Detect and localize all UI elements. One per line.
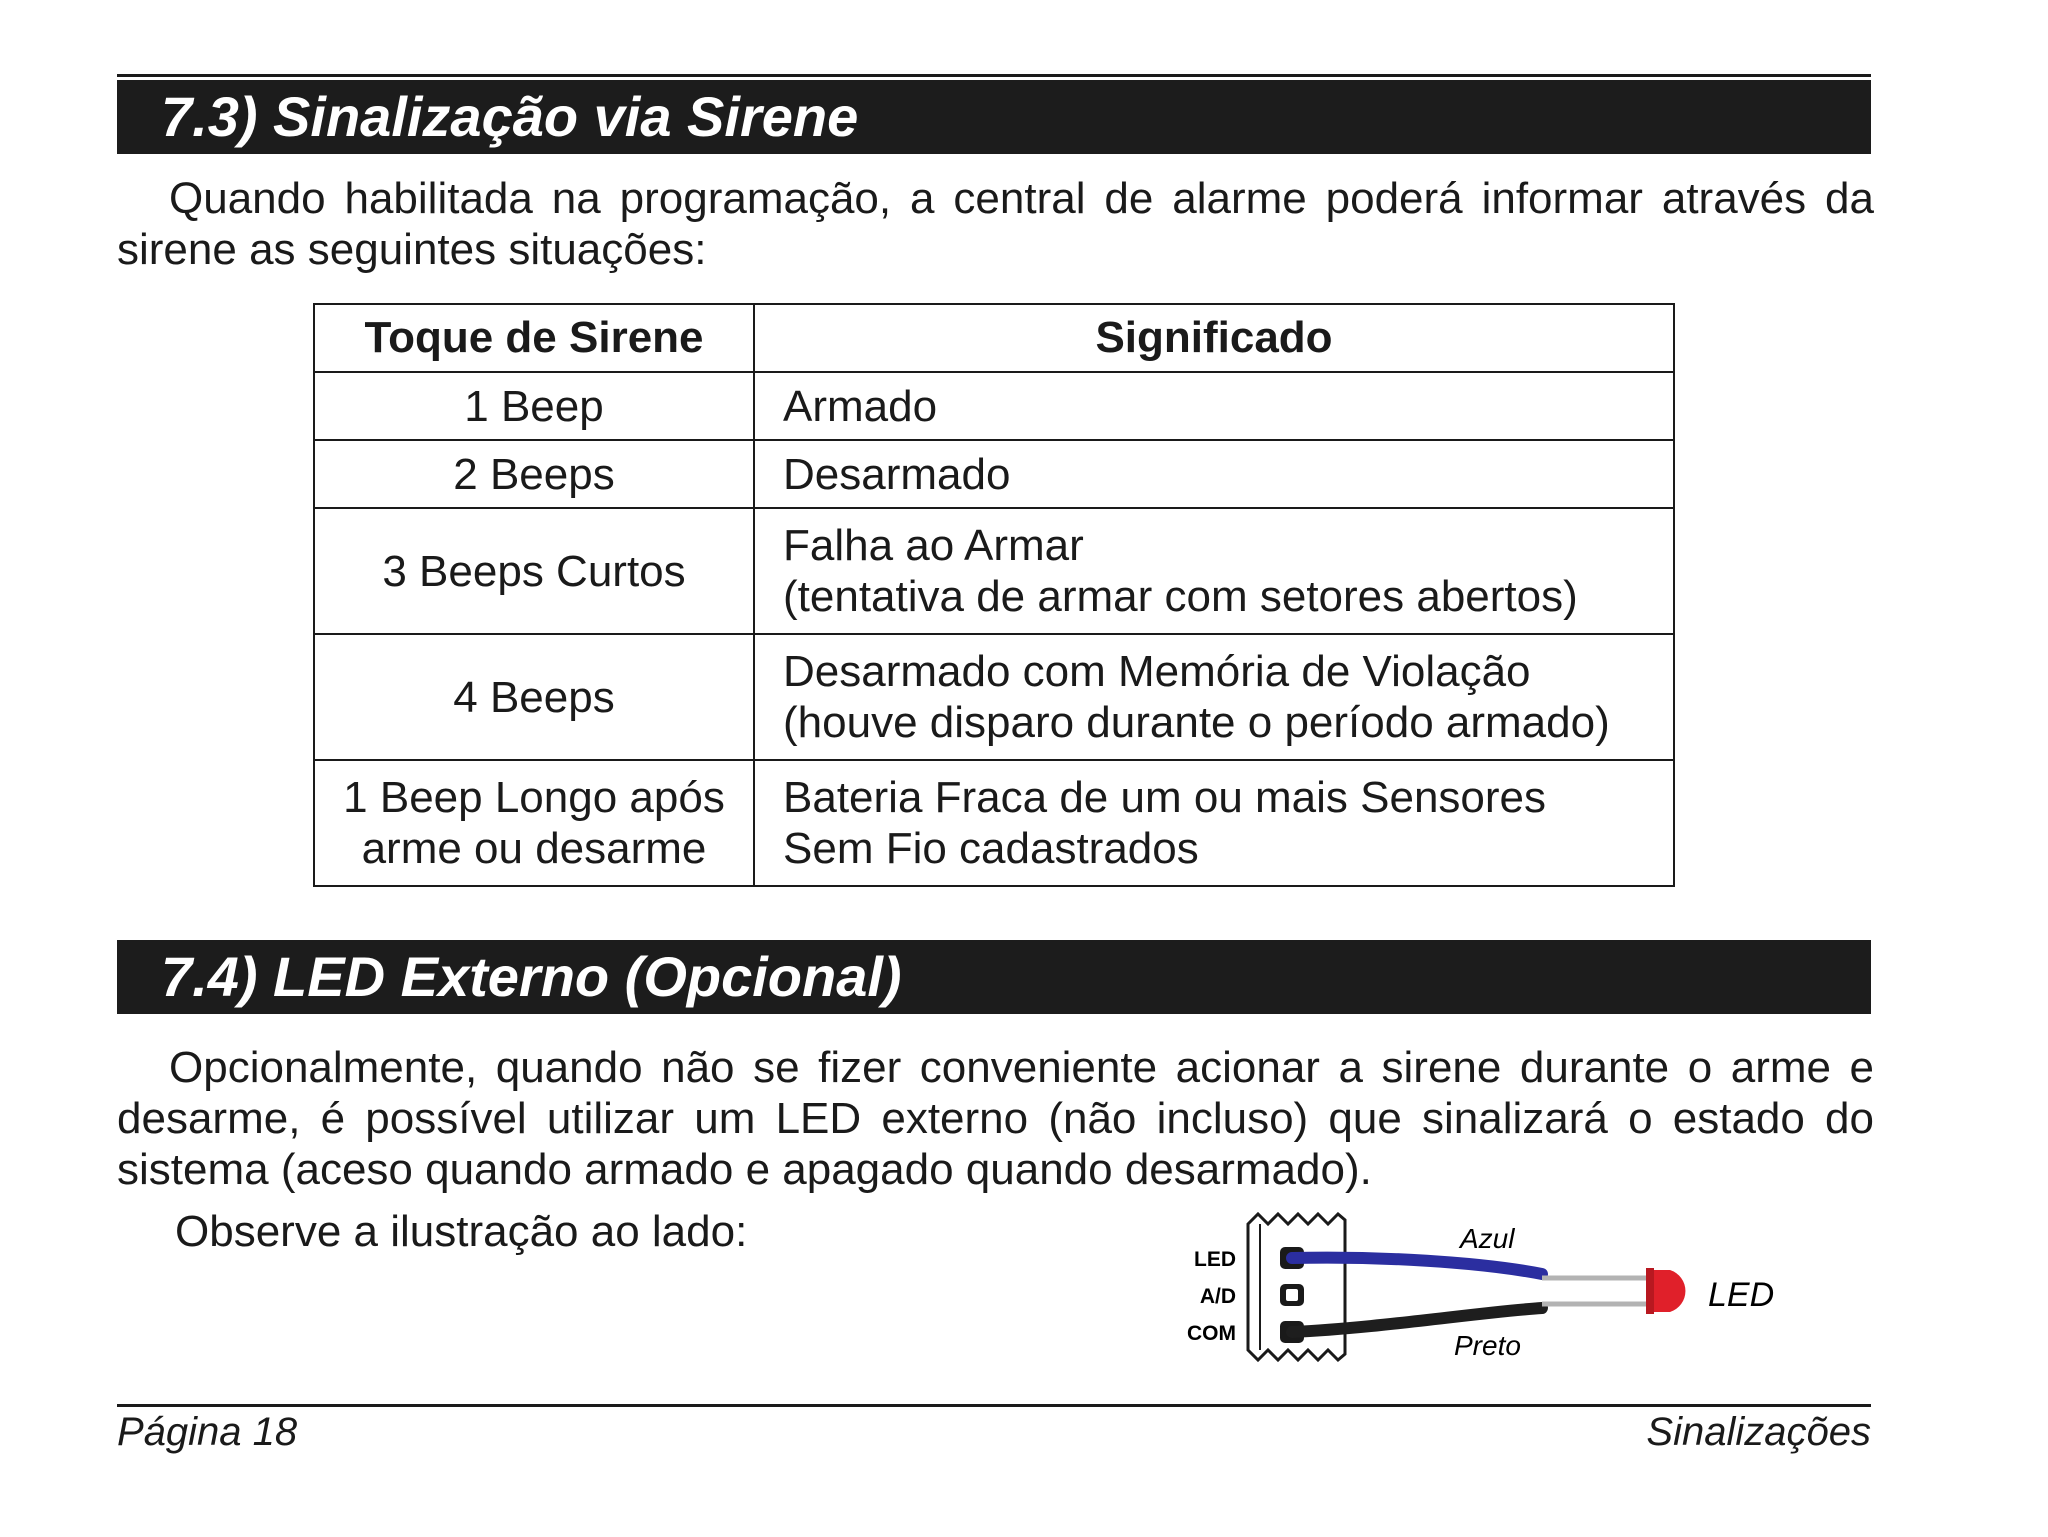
header-tone: Toque de Sirene [314, 304, 754, 372]
table-row [314, 508, 1674, 634]
led-rim [1646, 1268, 1654, 1314]
chapter-name: Sinalizações [1646, 1410, 1871, 1454]
intro-line-2: sirene as seguintes situações: [117, 225, 707, 274]
terminal-label-led: LED [1194, 1248, 1236, 1271]
meaning-line-1: Desarmado com Memória de Violação [783, 647, 1531, 696]
led-line-2: desarme, é possível utilizar um LED externo (não incluso) que sinalizará o estado do [117, 1094, 1874, 1143]
meaning-cell [754, 508, 1674, 634]
wire-label-azul: Azul [1460, 1223, 1515, 1254]
table-row [314, 440, 1674, 508]
intro-line-1: Quando habilitada na programação, a central de alarme poderá informar através da [169, 174, 1874, 223]
terminal-label-com: COM [1187, 1322, 1236, 1345]
led-line-3: sistema (aceso quando armado e apagado quando desarmado). [117, 1145, 1372, 1194]
meaning-line-2: Sem Fio cadastrados [783, 824, 1199, 873]
led-icon [1650, 1270, 1685, 1312]
section-title-sirene: 7.3) Sinalização via Sirene [117, 80, 1871, 154]
meaning-cell: Armado [754, 372, 1674, 440]
table-header-row [314, 304, 1674, 372]
tone-line-1: 1 Beep Longo após [343, 773, 725, 822]
meaning-line-1: Bateria Fraca de um ou mais Sensores [783, 773, 1547, 822]
observe-text: Observe a ilustração ao lado: [175, 1207, 748, 1256]
meaning-cell [754, 634, 1674, 760]
meaning-line-2: (houve disparo durante o período armado) [783, 698, 1610, 747]
led-wiring-diagram [1180, 1212, 1800, 1382]
meaning-cell: Desarmado [754, 440, 1674, 508]
meaning-cell [754, 760, 1674, 886]
led-line-1: Opcionalmente, quando não se fizer conveniente acionar a sirene durante o arme e [169, 1043, 1874, 1092]
tone-cell: 2 Beeps [314, 440, 754, 508]
siren-signal-table [313, 303, 1675, 887]
header-meaning: Significado [754, 304, 1674, 372]
led-label: LED [1708, 1276, 1775, 1314]
table-row [314, 372, 1674, 440]
terminal-ad-hole [1286, 1289, 1298, 1301]
tone-cell [314, 760, 754, 886]
top-rule [117, 74, 1871, 77]
intro-paragraph [117, 173, 1874, 275]
meaning-line-1: Falha ao Armar [783, 521, 1084, 570]
tone-cell: 4 Beeps [314, 634, 754, 760]
bottom-rule [117, 1404, 1871, 1407]
tone-cell: 1 Beep [314, 372, 754, 440]
led-paragraph [117, 1042, 1874, 1195]
tone-line-2: arme ou desarme [361, 824, 707, 873]
terminal-label-ad: A/D [1199, 1285, 1236, 1308]
section-title-led: 7.4) LED Externo (Opcional) [117, 940, 1871, 1014]
wire-label-preto: Preto [1454, 1330, 1521, 1361]
table-row [314, 760, 1674, 886]
meaning-line-2: (tentativa de armar com setores abertos) [783, 572, 1578, 621]
page-number: Página 18 [117, 1410, 298, 1454]
tone-cell: 3 Beeps Curtos [314, 508, 754, 634]
table-row [314, 634, 1674, 760]
